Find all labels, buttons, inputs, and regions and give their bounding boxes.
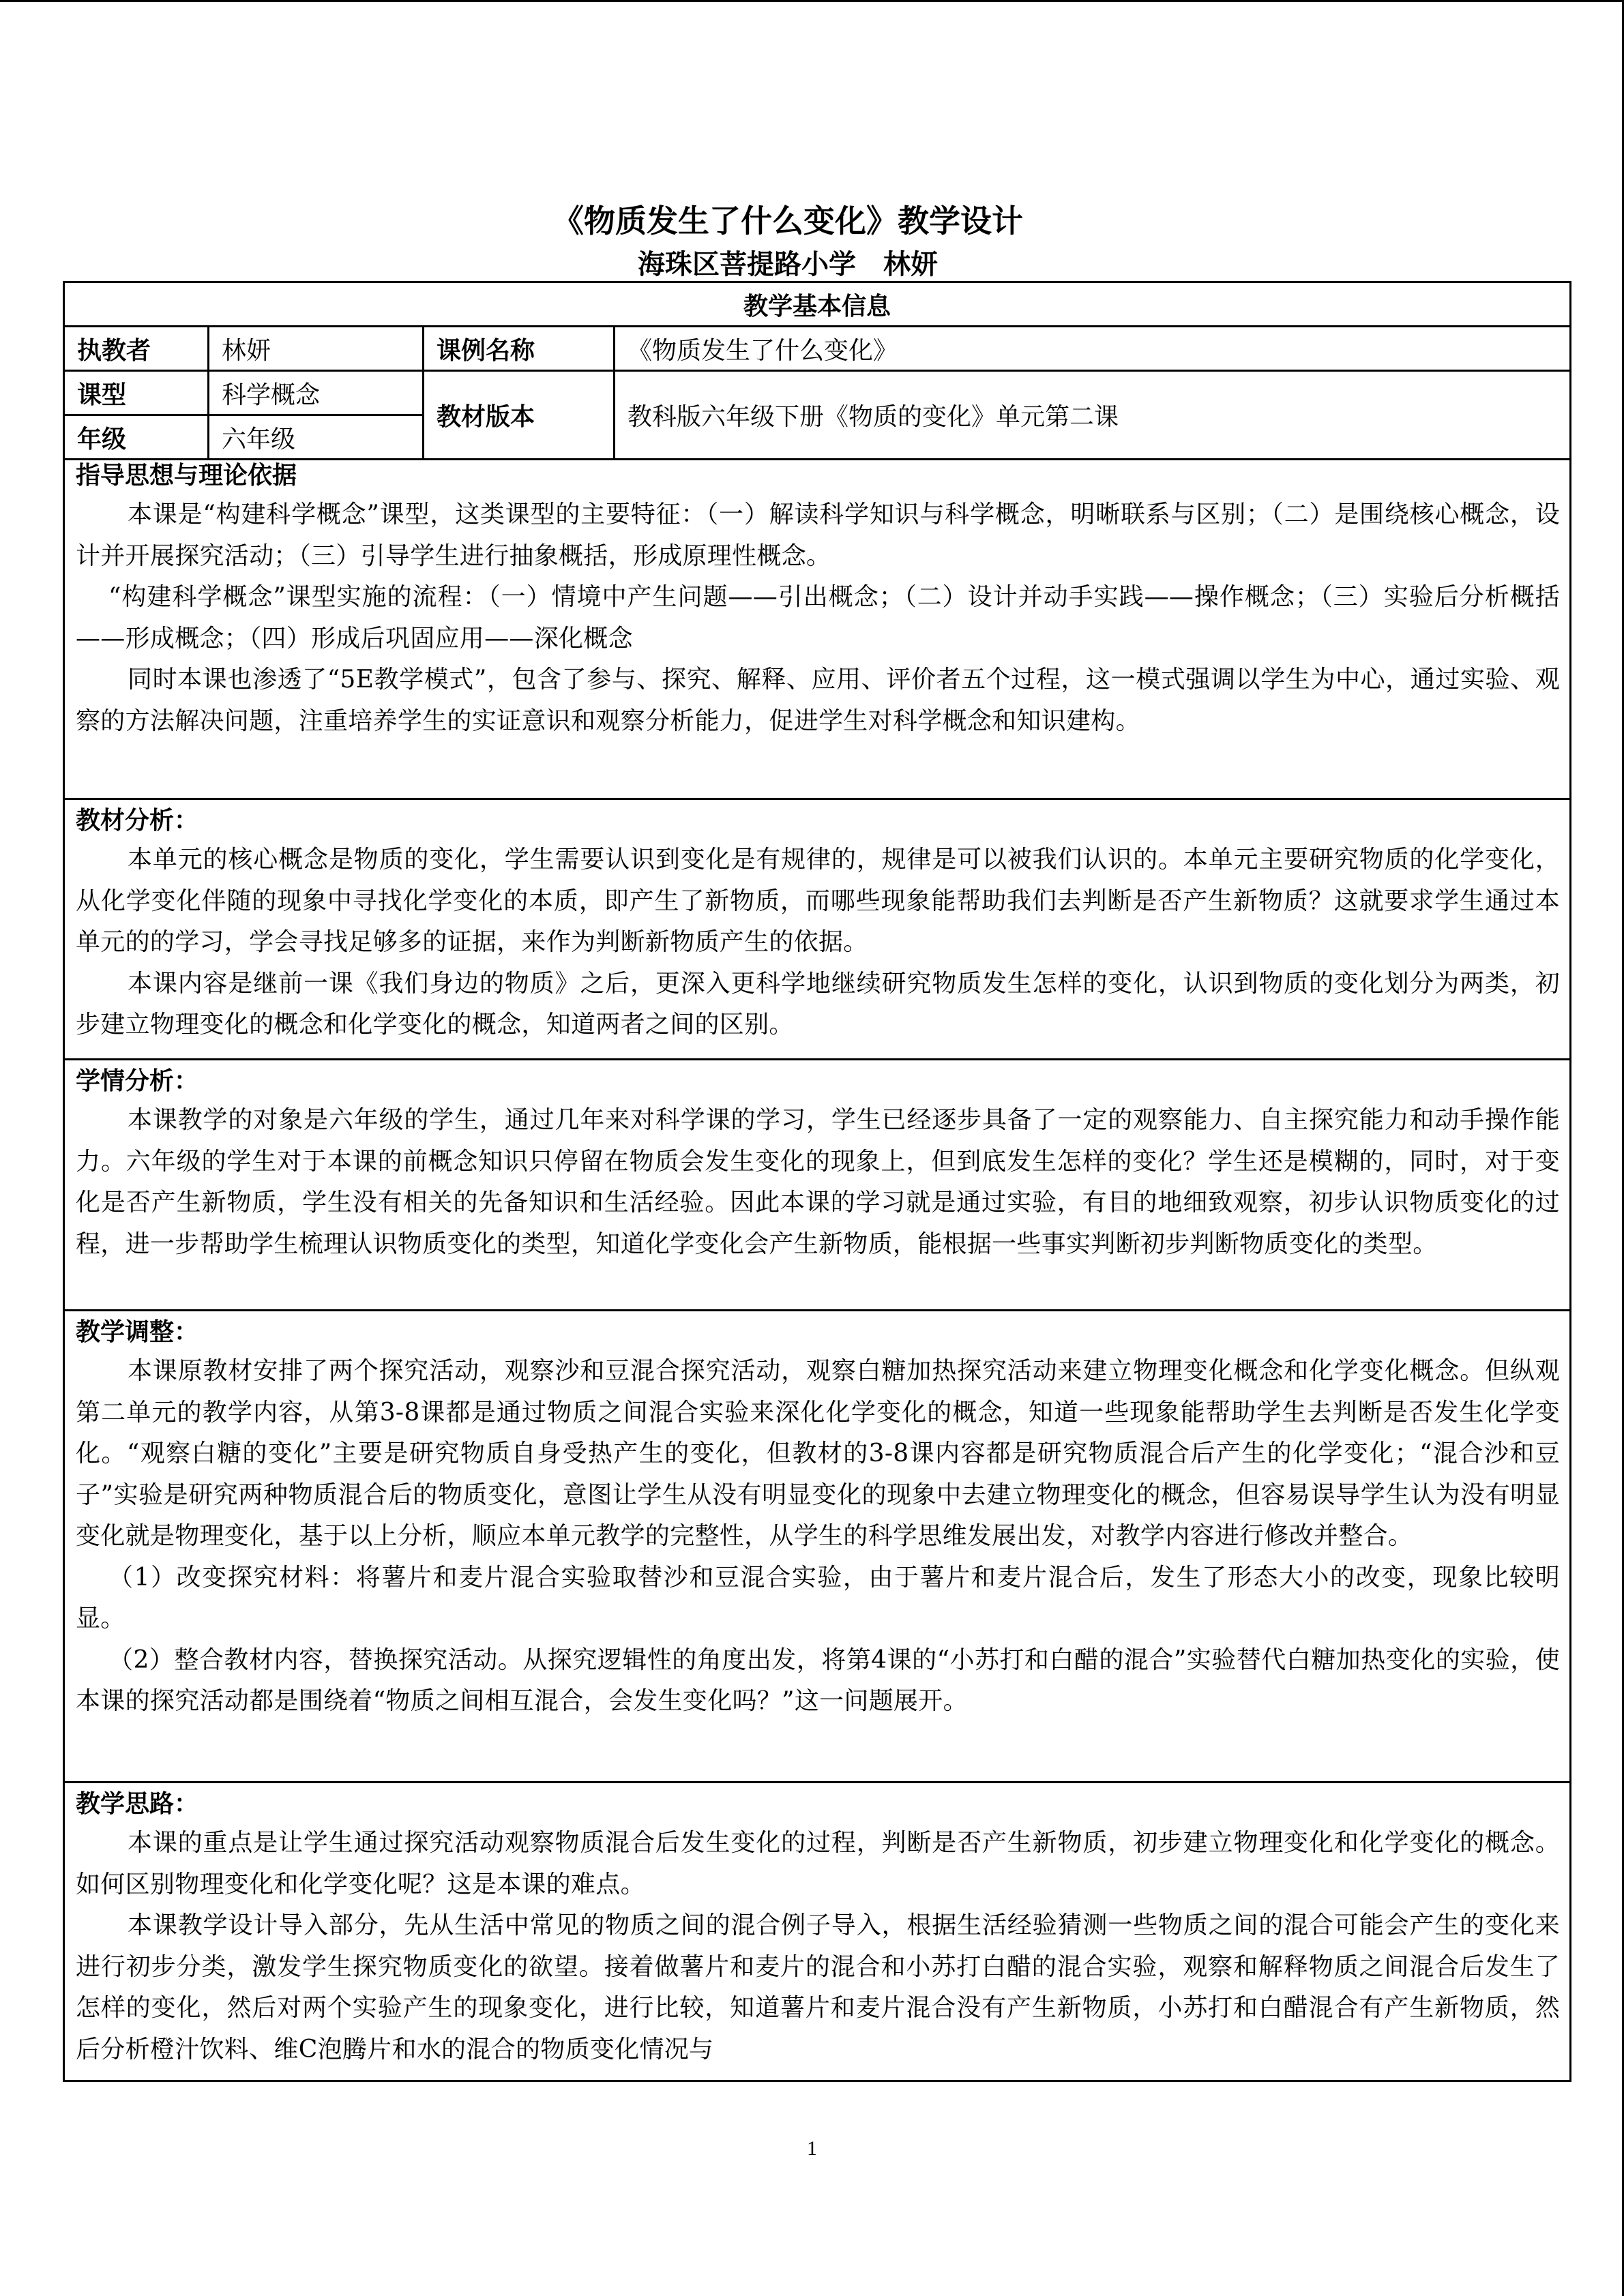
grade-value: 六年级: [209, 415, 424, 460]
section-teaching-adjustment: [63, 1311, 1571, 1783]
paragraph: 本课内容是继前一课《我们身边的物质》之后，更深入更科学地继续研究物质发生怎样的变化，认识到物质的变化划分为两类，初步建立物理变化的概念和化学变化的概念，知道两者之间的区别。: [76, 969, 1560, 1039]
document-title: 《物质发生了什么变化》教学设计: [552, 203, 1023, 239]
grade-label: 年级: [64, 415, 209, 460]
paragraph: 本课教学的对象是六年级的学生，通过几年来对科学课的学习，学生已经逐步具备了一定的观察能力、自主探究能力和动手操作能力。六年级的学生对于本课的前概念知识只停留在物质会发生变化的现象上，但到底发生怎样的变化？学生还是模糊的，同时，对于变化是否产生新物质，学生没有相关的先备知识和生活经验。因此本课的学习就是通过实验，有目的地细致观察，初步认识物质变化的过程，进一步帮助学生梳理认识物质变化的类型，知道化学变化会产生新物质，能根据一些事实判断初步判断物质变化的类型。: [76, 1106, 1560, 1258]
basic-info-table: [63, 281, 1571, 460]
edition-label: 教材版本: [424, 371, 615, 460]
paragraph: 同时本课也渗透了“5E教学模式”，包含了参与、探究、解释、应用、评价者五个过程，这一模式强调以学生为中心，通过实验、观察的方法解决问题，注重培养学生的实证意识和观察分析能力，促进学生对科学概念和知识建构。: [76, 666, 1560, 735]
section-heading: 学情分析：: [76, 1067, 199, 1095]
section-heading: 教材分析：: [76, 807, 199, 835]
teacher-label: 执教者: [64, 327, 209, 371]
lesson-value: 《物质发生了什么变化》: [615, 327, 1571, 371]
type-value: 科学概念: [209, 371, 424, 415]
info-table-header: 教学基本信息: [64, 282, 1571, 327]
section-heading: 指导思想与理论依据: [76, 462, 297, 490]
paragraph: 本单元的核心概念是物质的变化，学生需要认识到变化是有规律的，规律是可以被我们认识的。本单元主要研究物质的化学变化，从化学变化伴随的现象中寻找化学变化的本质，即产生了新物质，而哪些现象能帮助我们去判断是否产生新物质？这就要求学生通过本单元的的学习，学会寻找足够多的证据，来作为判断新物质产生的依据。: [76, 846, 1560, 956]
section-heading: 教学调整：: [76, 1318, 199, 1346]
paragraph: 本课教学设计导入部分，先从生活中常见的物质之间的混合例子导入，根据生活经验猜测一些物质之间的混合可能会产生的变化来进行初步分类，激发学生探究物质变化的欲望。接着做薯片和麦片的混合和小苏打白醋的混合实验，观察和解释物质之间混合后发生了怎样的变化，然后对两个实验产生的现象变化，进行比较，知道薯片和麦片混合没有产生新物质，小苏打和白醋混合有产生新物质，然后分析橙汁饮料、维C泡腾片和水的混合的物质变化情况与: [76, 1911, 1560, 2063]
paragraph: （2）整合教材内容，替换探究活动。从探究逻辑性的角度出发，将第4课的“小苏打和白醋的混合”实验替代白糖加热变化的实验，使本课的探究活动都是围绕着“物质之间相互混合，会发生变化吗？”这一问题展开。: [76, 1645, 1560, 1715]
teacher-value: 林妍: [209, 327, 424, 371]
lesson-label: 课例名称: [424, 327, 615, 371]
paragraph: 本课是“构建科学概念”课型，这类课型的主要特征：（一）解读科学知识与科学概念，明晰联系与区别；（二）是围绕核心概念，设计并开展探究活动；（三）引导学生进行抽象概括，形成原理性概念。: [76, 501, 1560, 570]
document-subtitle: 海珠区菩提路小学 林妍: [638, 249, 938, 280]
section-teaching-approach: [63, 1783, 1571, 2082]
paragraph: “构建科学概念”课型实施的流程：（一）情境中产生问题——引出概念；（二）设计并动手实践——操作概念；（三）实验后分析概括——形成概念；（四）形成后巩固应用——深化概念: [76, 583, 1560, 653]
page-number: 1: [807, 2137, 817, 2160]
section-student-analysis: [63, 1060, 1571, 1311]
section-heading: 教学思路：: [76, 1790, 199, 1818]
paragraph: 本课的重点是让学生通过探究活动观察物质混合后发生变化的过程，判断是否产生新物质，初步建立物理变化和化学变化的概念。如何区别物理变化和化学变化呢？这是本课的难点。: [76, 1829, 1560, 1898]
section-textbook-analysis: [63, 800, 1571, 1060]
section-guiding-theory: [63, 455, 1571, 800]
paragraph: 本课原教材安排了两个探究活动，观察沙和豆混合探究活动，观察白糖加热探究活动来建立物理变化概念和化学变化概念。但纵观第二单元的教学内容，从第3-8课都是通过物质之间混合实验来深化化学变化的概念，知道一些现象能帮助学生去判断是否发生化学变化。“观察白糖的变化”主要是研究物质自身受热产生的变化，但教材的3-8课内容都是研究物质混合后产生的化学变化；“混合沙和豆子”实验是研究两种物质混合后的物质变化，意图让学生从没有明显变化的现象中去建立物理变化的概念，但容易误导学生认为没有明显变化就是物理变化，基于以上分析，顺应本单元教学的完整性，从学生的科学思维发展出发，对教学内容进行修改并整合。: [76, 1357, 1560, 1550]
type-label: 课型: [64, 371, 209, 415]
paragraph: （1）改变探究材料：将薯片和麦片混合实验取替沙和豆混合实验，由于薯片和麦片混合后，发生了形态大小的改变，现象比较明显。: [76, 1563, 1560, 1632]
edition-value: 教科版六年级下册《物质的变化》单元第二课: [615, 371, 1571, 460]
